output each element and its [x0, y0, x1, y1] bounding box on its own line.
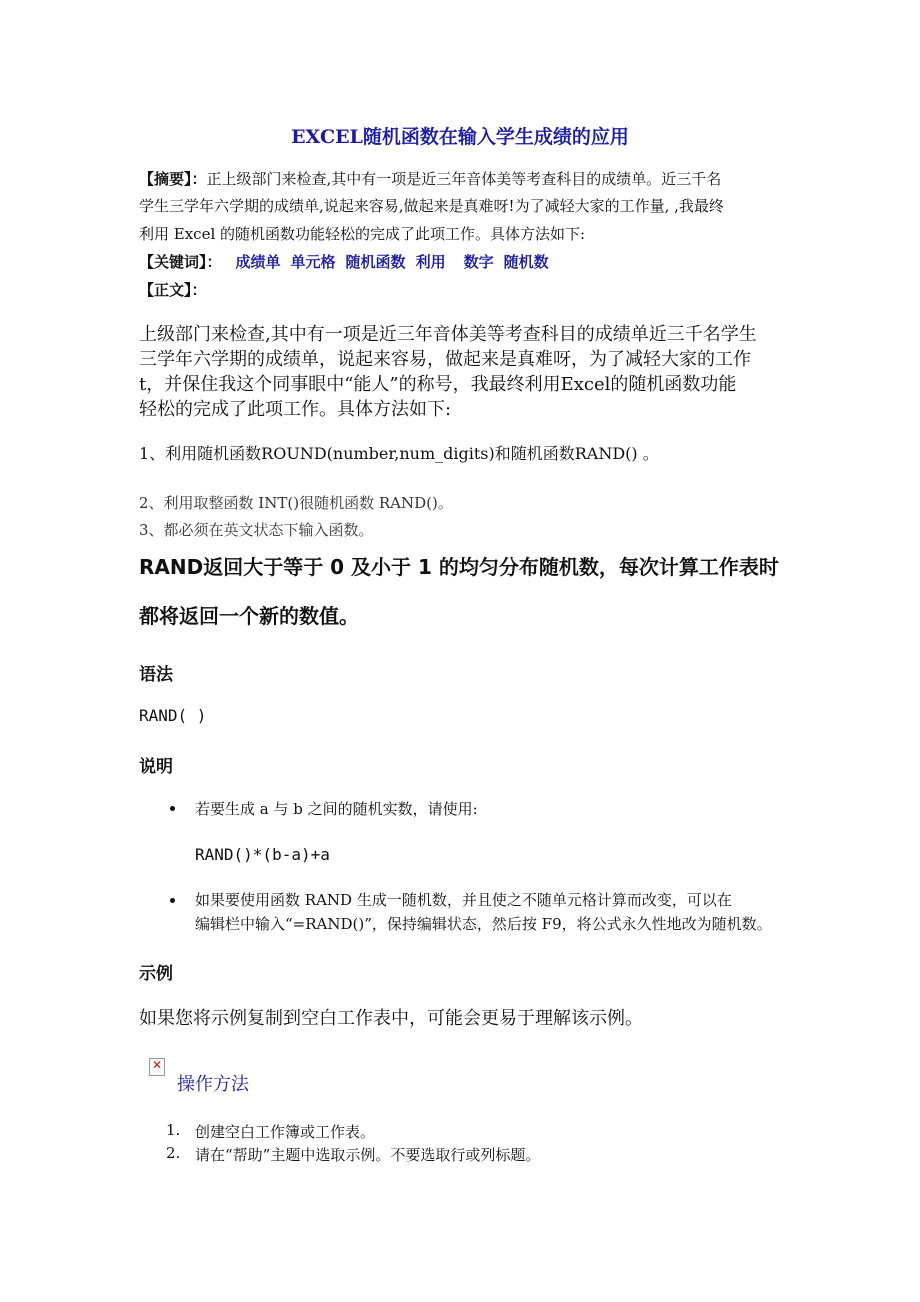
- notes-heading: 说明: [139, 757, 173, 777]
- abstract-line-3: 利用 Excel 的随机函数功能轻松的完成了此项工作。具体方法如下:: [139, 225, 586, 243]
- keywords: [139, 251, 559, 272]
- step-2: 2、利用取整函数 INT()很随机函数 RAND()。: [139, 494, 453, 512]
- abstract-line-1: 【摘要】：正上级部门来检查,其中有一项是近三年音体美等考查科目的成绩单。近三千名: [139, 170, 722, 188]
- procedure-item-2: 请在“帮助”主题中选取示例。不要选取行或列标题。: [195, 1146, 541, 1164]
- bullet-icon: [170, 806, 175, 811]
- list-item: 2.: [166, 1144, 181, 1162]
- syntax-text: RAND( ): [139, 706, 207, 725]
- body-line-4: 轻松的完成了此项工作。具体方法如下:: [139, 399, 452, 420]
- example-heading: 示例: [139, 964, 173, 984]
- keywords-label: 【关键词】：: [139, 253, 222, 271]
- keyword: 单元格: [290, 253, 336, 271]
- note-2-line-1: 如果要使用函数 RAND 生成一随机数，并且使之不随单元格计算而改变，可以在: [195, 891, 732, 909]
- abstract-line-2: 学生三学年六学期的成绩单,说起来容易,做起来是真难呀!为了减轻大家的工作量, ,我最终: [139, 197, 724, 215]
- list-item: 1.: [166, 1121, 181, 1139]
- note-1: 若要生成 a 与 b 之间的随机实数，请使用:: [195, 800, 478, 818]
- body-line-2: 三学年六学期的成绩单，说起来容易，做起来是真难呀，为了减轻大家的工作: [139, 349, 751, 370]
- keyword: 数字: [463, 253, 494, 271]
- step-3: 3、都必须在英文状态下输入函数。: [139, 521, 374, 539]
- abstract-label: 【摘要】：: [139, 170, 207, 188]
- body-line-3: t，并保住我这个同事眼中“能人”的称号，我最终利用Excel的随机函数功能: [139, 374, 737, 395]
- note-2-line-2: 编辑栏中输入“=RAND()”，保持编辑状态，然后按 F9，将公式永久性地改为随机数。: [195, 915, 772, 933]
- keyword: 利用: [415, 253, 446, 271]
- procedure-item-1: 创建空白工作簿或工作表。: [195, 1123, 376, 1141]
- procedure-heading[interactable]: 操作方法: [177, 1074, 249, 1095]
- page-title: EXCEL随机函数在输入学生成绩的应用: [291, 126, 629, 148]
- body-line-1: 上级部门来检查,其中有一项是近三年音体美等考查科目的成绩单近三千名学生: [139, 324, 757, 345]
- keyword: 随机函数: [345, 253, 406, 271]
- example-text: 如果您将示例复制到空白工作表中，可能会更易于理解该示例。: [139, 1008, 643, 1029]
- keyword: 成绩单: [235, 253, 281, 271]
- bullet-icon: [170, 898, 175, 903]
- keyword: 随机数: [503, 253, 549, 271]
- body-label: 【正文】：: [139, 281, 207, 299]
- rand-description-line-1: RAND返回大于等于 0 及小于 1 的均匀分布随机数，每次计算工作表时: [139, 555, 779, 579]
- note-1-formula: RAND()*(b-a)+a: [195, 845, 330, 864]
- syntax-heading: 语法: [139, 665, 173, 685]
- step-1: 1、利用随机函数ROUND(number,num_digits)和随机函数RAND() 。: [139, 444, 659, 463]
- broken-image-icon: [149, 1058, 165, 1076]
- rand-description-line-2: 都将返回一个新的数值。: [139, 604, 359, 628]
